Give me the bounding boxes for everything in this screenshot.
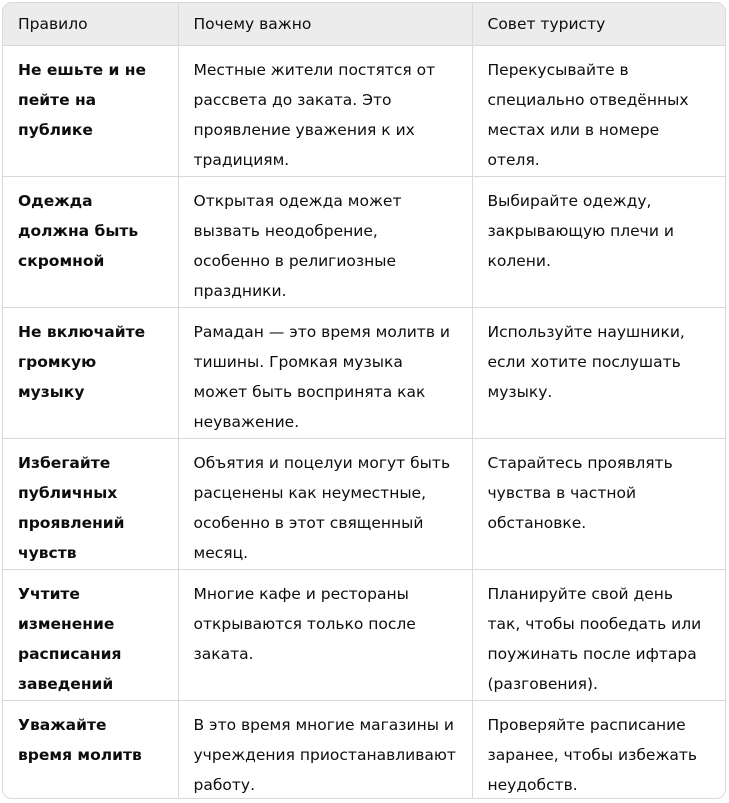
tip-cell: Перекусывайте в специально отведённых местах или в номере отеля. [472, 45, 725, 176]
ramadan-etiquette-table [3, 3, 725, 799]
ramadan-etiquette-table-container [2, 2, 726, 799]
table-body [3, 45, 725, 799]
table-row [3, 569, 725, 700]
why-cell: Объятия и поцелуи могут быть расценены как неуместные, особенно в этот священный месяц. [178, 438, 472, 569]
table-row [3, 438, 725, 569]
header-row [3, 3, 725, 45]
table-header [3, 3, 725, 45]
rule-cell: Не ешьте и не пейте на публике [3, 45, 178, 176]
tip-cell: Проверяйте расписание заранее, чтобы избежать неудобств. [487, 715, 698, 794]
header-tip: Совет туристу [472, 3, 725, 45]
table-row [3, 307, 725, 438]
rule-cell: Уважайте время молитв [3, 700, 178, 799]
header-why: Почему важно [178, 3, 472, 45]
rule-cell: Избегайте публичных проявлений чувств [3, 438, 178, 569]
table-row [3, 700, 725, 799]
why-cell: В это время многие магазины и учреждения приостанавливают работу. [178, 700, 472, 799]
why-cell: Открытая одежда может вызвать неодобрение, особенно в религиозные праздники. [178, 176, 472, 307]
why-cell: Многие кафе и рестораны открываются только после заката. [178, 569, 472, 700]
why-cell: Рамадан — это время молитв и тишины. Громкая музыка может быть воспринята как неуважение. [178, 307, 472, 438]
rule-cell: Учтите изменение расписания заведений [3, 569, 178, 700]
tip-cell: Планируйте свой день так, чтобы пообедать или поужинать после ифтара (разговения). [472, 569, 725, 700]
rule-cell: Одежда должна быть скромной [3, 176, 178, 307]
table-row [3, 176, 725, 307]
tip-cell: Используйте наушники, если хотите послушать музыку. [472, 307, 725, 438]
why-cell: Местные жители постятся от рассвета до заката. Это проявление уважения к их традициям. [178, 45, 472, 176]
header-rule: Правило [3, 3, 178, 45]
tip-cell: Выбирайте одежду, закрывающую плечи и колени. [472, 176, 725, 307]
table-row [3, 45, 725, 176]
rule-cell: Не включайте громкую музыку [3, 307, 178, 438]
tip-cell: Старайтесь проявлять чувства в частной обстановке. [472, 438, 725, 569]
